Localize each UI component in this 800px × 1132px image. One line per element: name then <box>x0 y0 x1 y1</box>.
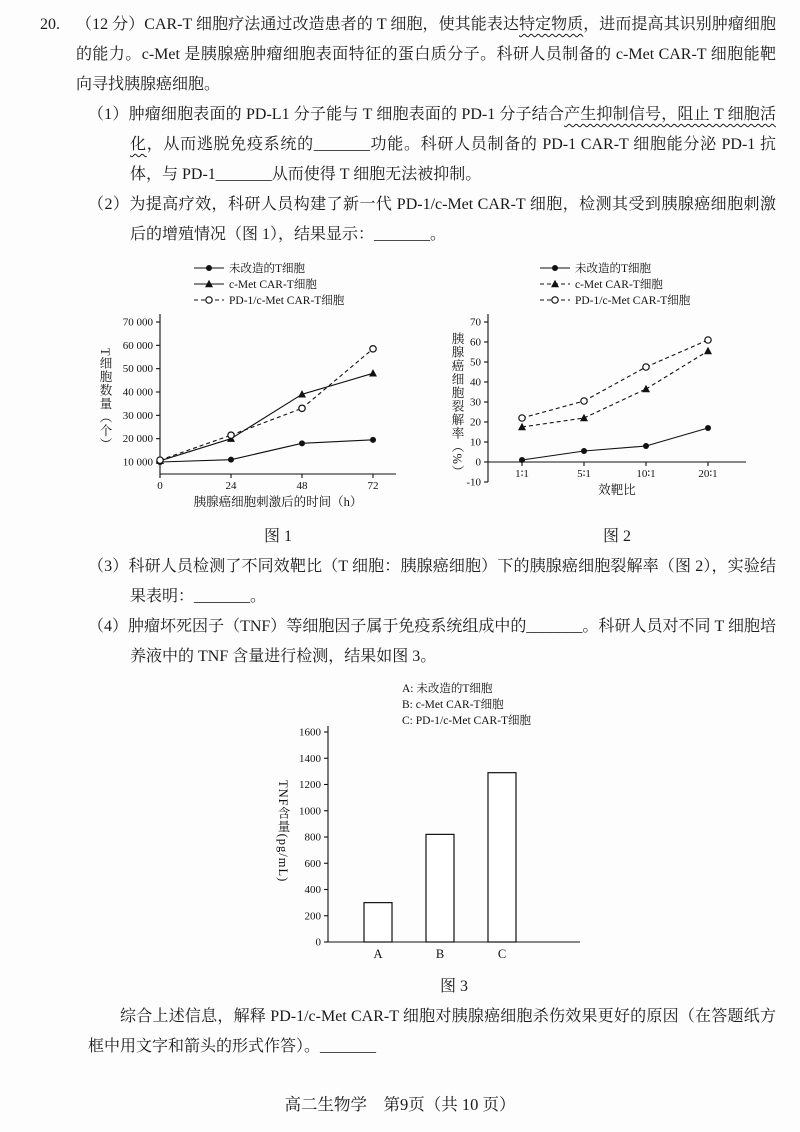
svg-text:20∶1: 20∶1 <box>698 468 718 480</box>
svg-text:10 000: 10 000 <box>122 456 153 469</box>
question-part-4 <box>88 612 776 672</box>
part-1-text: 肿瘤细胞表面的 PD-L1 分子能与 T 细胞表面的 PD-1 分子结合产生抑制信号，阻止 T 细胞活化，从而逃脱免疫系统的_______功能。科研人员制备的 PD-1 CAR-T 细胞能分泌 PD-1 抗体，与 PD-1_______从而使得 T 细胞无法被抑制。 <box>128 106 776 183</box>
svg-text:胰腺癌细胞刺激后的时间（h）: 胰腺癌细胞刺激后的时间（h） <box>193 495 363 509</box>
svg-text:B: c-Met CAR-T细胞: B: c-Met CAR-T细胞 <box>402 699 504 711</box>
svg-text:24: 24 <box>225 480 237 492</box>
figure3-bar-chart <box>256 676 596 974</box>
svg-text:600: 600 <box>304 857 321 870</box>
question-part-3 <box>88 552 776 612</box>
svg-text:20: 20 <box>470 416 481 429</box>
figure1-y-axis-label: T细胞数量（个） <box>98 348 112 452</box>
figure3-caption: 图 3 <box>439 978 468 995</box>
svg-text:10∶1: 10∶1 <box>636 468 656 480</box>
svg-text:A: 未改造的T细胞: A: 未改造的T细胞 <box>402 683 493 695</box>
svg-text:未改造的T细胞: 未改造的T细胞 <box>575 262 652 275</box>
svg-text:200: 200 <box>304 910 321 923</box>
page-footer: 高二生物学 第9页（共 10 页） <box>284 1095 516 1114</box>
svg-text:72: 72 <box>367 480 379 492</box>
question-part-2 <box>88 190 776 250</box>
answer-blank: _______ <box>215 166 272 183</box>
answer-blank: _______ <box>194 588 251 605</box>
svg-text:40: 40 <box>470 376 481 389</box>
figure2-caption: 图 2 <box>602 528 631 545</box>
svg-text:c-Met CAR-T细胞: c-Met CAR-T细胞 <box>229 278 317 291</box>
answer-blank: _______ <box>526 618 583 635</box>
question-body <box>76 10 776 1062</box>
svg-text:400: 400 <box>304 884 321 896</box>
svg-text:30 000: 30 000 <box>122 409 153 422</box>
part-3-text: 科研人员检测了不同效靶比（T 细胞：胰腺癌细胞）下的胰腺癌细胞裂解率（图 2），实验结果表明：_______。 <box>128 558 776 605</box>
svg-text:5∶1: 5∶1 <box>577 468 591 480</box>
figure3-y-axis-label: TNF含量(pg/mL) <box>276 780 290 883</box>
svg-text:效靶比: 效靶比 <box>598 483 636 497</box>
svg-text:50: 50 <box>470 356 481 369</box>
svg-text:-10: -10 <box>466 476 481 489</box>
svg-text:60 000: 60 000 <box>122 339 153 352</box>
figure1-line-chart <box>68 256 424 524</box>
question-closing: 综合上述信息，解释 PD-1/c-Met CAR-T 细胞对胰腺癌细胞杀伤效果更好的原因（在答题纸方框中用文字和箭头的形式作答）。_______ <box>88 1008 776 1055</box>
part-3-label: （3） <box>88 558 129 575</box>
svg-text:C: C <box>497 947 507 961</box>
figure2-y-axis-label: 胰腺癌细胞裂解率（%） <box>450 332 464 479</box>
svg-text:800: 800 <box>304 831 321 844</box>
answer-blank: _______ <box>320 1038 377 1055</box>
question-intro: （12 分）CAR-T 细胞疗法通过改造患者的 T 细胞，使其能表达特定物质，进而提高其识别肿瘤细胞的能力。c-Met 是胰腺癌肿瘤细胞表面特征的蛋白质分子。科研人员制备的 c-Met CAR-T 细胞能靶向寻找胰腺癌细胞。 <box>76 16 776 93</box>
part-2-label: （2） <box>88 196 130 213</box>
question-part-1 <box>88 100 776 190</box>
svg-text:A: A <box>373 947 383 961</box>
question-number: 20. <box>40 16 60 33</box>
svg-text:40 000: 40 000 <box>122 386 153 399</box>
figure-3 <box>256 676 596 1000</box>
svg-text:0: 0 <box>157 480 163 492</box>
emphasized-text: 特定物质 <box>518 16 584 33</box>
svg-text:B: B <box>435 947 445 961</box>
svg-text:50 000: 50 000 <box>122 363 153 376</box>
figures-row <box>68 256 776 550</box>
figure-1 <box>68 256 424 550</box>
svg-text:0: 0 <box>315 936 321 949</box>
svg-text:未改造的T细胞: 未改造的T细胞 <box>229 262 306 275</box>
answer-blank: _______ <box>313 136 370 153</box>
svg-text:1200: 1200 <box>299 779 321 791</box>
svg-text:C: PD-1/c-Met CAR-T细胞: C: PD-1/c-Met CAR-T细胞 <box>402 715 532 727</box>
figure-2 <box>424 256 776 550</box>
svg-text:20 000: 20 000 <box>122 433 153 446</box>
part-1-label: （1） <box>88 106 129 123</box>
svg-text:10: 10 <box>470 436 481 449</box>
svg-text:30: 30 <box>470 396 481 409</box>
svg-text:60: 60 <box>470 336 481 349</box>
svg-text:0: 0 <box>475 456 481 469</box>
svg-text:PD-1/c-Met CAR-T细胞: PD-1/c-Met CAR-T细胞 <box>229 294 345 307</box>
svg-text:1000: 1000 <box>299 805 321 818</box>
svg-text:PD-1/c-Met CAR-T细胞: PD-1/c-Met CAR-T细胞 <box>575 294 691 307</box>
emphasized-text: 产生抑制信号，阻止 T 细胞活化 <box>130 106 776 153</box>
svg-text:1400: 1400 <box>299 752 321 765</box>
part-4-label: （4） <box>88 618 129 635</box>
figure1-caption: 图 1 <box>263 528 292 545</box>
part-2-text: 为提高疗效，科研人员构建了新一代 PD-1/c-Met CAR-T 细胞，检测其受到胰腺癌细胞刺激后的增殖情况（图 1），结果显示：_______。 <box>129 196 776 243</box>
svg-text:48: 48 <box>296 480 308 492</box>
answer-blank: _______ <box>374 226 431 243</box>
figure2-line-chart <box>424 256 776 524</box>
svg-text:70 000: 70 000 <box>122 316 153 329</box>
question-20 <box>40 10 776 1062</box>
part-4-text: 肿瘤坏死因子（TNF）等细胞因子属于免疫系统组成中的_______。科研人员对不同 T 细胞培养液中的 TNF 含量进行检测，结果如图 3。 <box>128 618 776 665</box>
svg-text:1600: 1600 <box>299 726 321 739</box>
svg-text:1∶1: 1∶1 <box>515 468 529 480</box>
svg-text:c-Met CAR-T细胞: c-Met CAR-T细胞 <box>575 278 663 291</box>
svg-text:70: 70 <box>470 316 481 329</box>
